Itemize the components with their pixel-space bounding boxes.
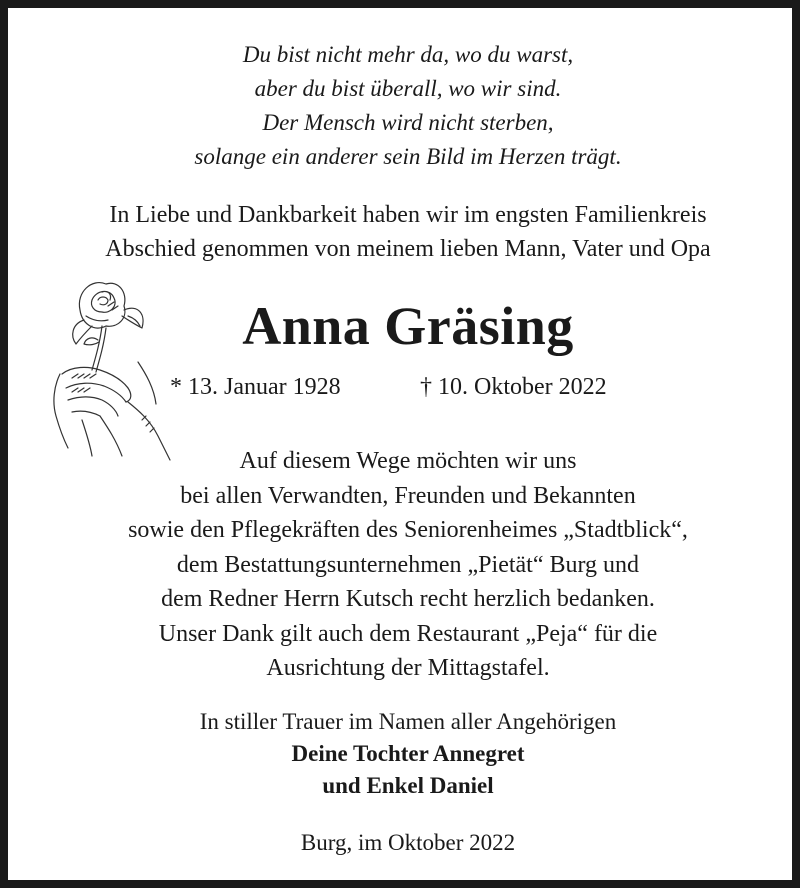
thanks-line: Unser Dank gilt auch dem Restaurant „Peja“ für die [158,620,658,647]
birth-date: * 13. Januar 1928 [170,374,341,400]
intro-text [8,198,800,266]
thanks-text [8,444,800,686]
signer-grandson: und Enkel Daniel [322,773,494,798]
poem-line: aber du bist überall, wo wir sind. [254,76,562,101]
intro-line: In Liebe und Dankbarkeit haben wir im engsten Familienkreis [109,202,707,228]
poem-line: Du bist nicht mehr da, wo du warst, [242,42,574,67]
closing-line: In stiller Trauer im Namen aller Angehörigen [199,709,617,734]
poem-line: Der Mensch wird nicht sterben, [262,110,554,135]
thanks-line: Auf diesem Wege möchten wir uns [239,448,577,474]
poem-verse [8,38,800,174]
thanks-line: dem Redner Herrn Kutsch recht herzlich bedanken. [161,586,655,612]
thanks-line: sowie den Pflegekräften des Seniorenheimes „Stadtblick“, [128,517,688,543]
poem-line: solange ein anderer sein Bild im Herzen trägt. [194,144,622,169]
signer-daughter: Deine Tochter Annegret [291,741,525,766]
thanks-line: dem Bestattungsunternehmen „Pietät“ Burg und [176,551,640,578]
thanks-line: Ausrichtung der Mittagstafel. [266,655,550,681]
death-date: † 10. Oktober 2022 [420,374,607,400]
closing-block [8,706,800,802]
place-date: Burg, im Oktober 2022 [300,830,516,855]
deceased-name: Anna Gräsing [242,296,574,356]
intro-line: Abschied genommen von meinem lieben Mann, Vater und Opa [105,236,711,262]
thanks-line: bei allen Verwandten, Freunden und Bekannten [180,482,636,509]
